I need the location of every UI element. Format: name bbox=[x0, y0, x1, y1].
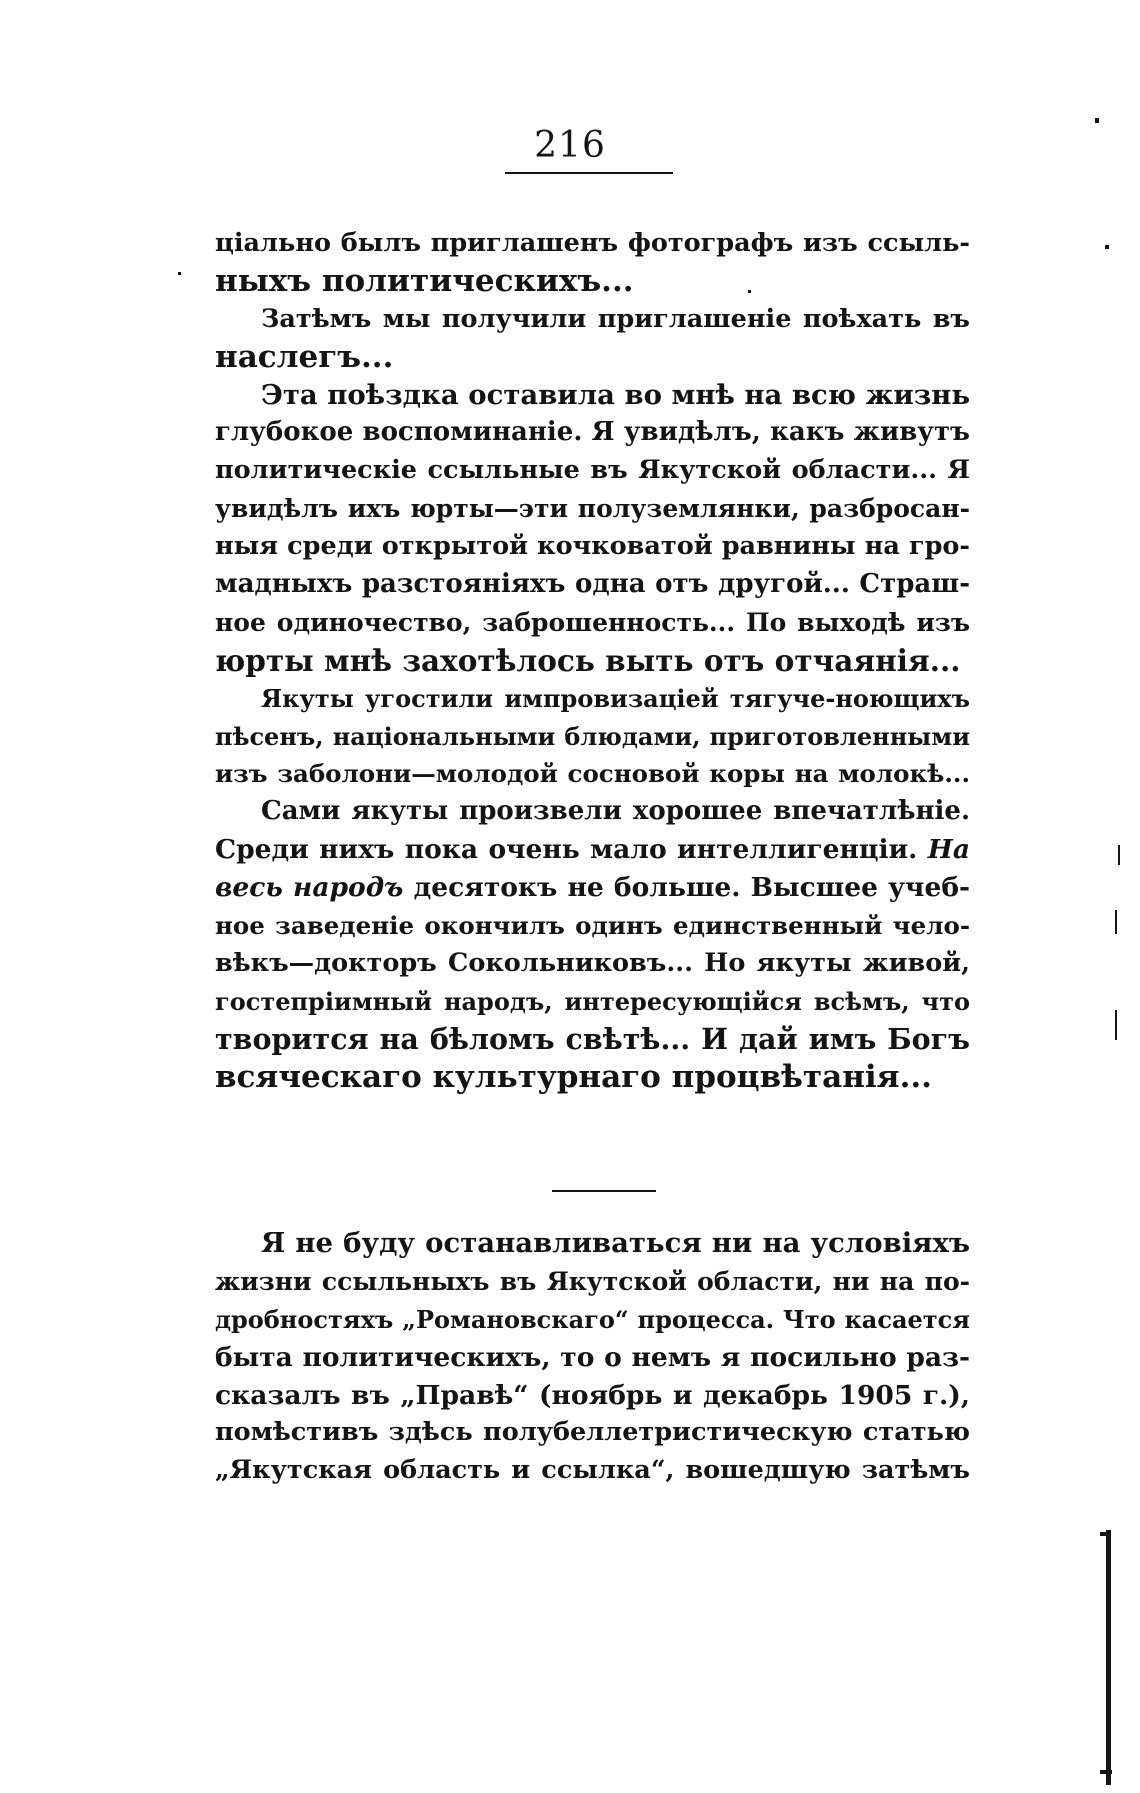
text-line: юрты мнѣ захотѣлось выть отъ отчаянія... bbox=[215, 642, 961, 678]
text-line: ныя среди открытой кочковатой равнины на гро- bbox=[215, 531, 970, 562]
text-line: мадныхъ разстояніяхъ одна отъ другой... Страш- bbox=[215, 569, 970, 600]
text-line-with-italic bbox=[215, 831, 970, 869]
scan-speck bbox=[1105, 245, 1109, 249]
text-line: Сами якуты произвели хорошее впечатлѣніе. bbox=[261, 796, 970, 827]
text-line: помѣстивъ здѣсь полубеллетристическую статью bbox=[215, 1417, 970, 1448]
text-line: ное заведеніе окончилъ одинъ единственный чело- bbox=[215, 911, 970, 941]
text-line: жизни ссыльныхъ въ Якутской области, ни на по- bbox=[215, 1266, 970, 1296]
text-line: изъ заболони—молодой сосновой коры на молокѣ... bbox=[215, 759, 970, 789]
text-line: сказалъ въ „Правѣ“ (ноябрь и декабрь 1905 г.), bbox=[215, 1379, 970, 1411]
text-line: наслегъ... bbox=[215, 338, 394, 375]
text-block-2 bbox=[215, 1225, 970, 1490]
binding-edge-mark bbox=[1100, 1532, 1110, 1536]
italic-fragment: На bbox=[927, 834, 970, 866]
text-line: политическіе ссыльные въ Якутской области... Я bbox=[215, 455, 970, 486]
text-fragment: Среди нихъ пока очень мало интеллигенціи. bbox=[215, 834, 918, 866]
scan-speck bbox=[1095, 118, 1099, 123]
page-number: 216 bbox=[534, 125, 606, 166]
text-fragment: десятокъ не больше. Высшее учеб- bbox=[413, 872, 970, 904]
text-line: ное одиночество, заброшенность... По выходѣ изъ bbox=[215, 607, 970, 637]
text-block-1 bbox=[215, 225, 970, 1096]
text-line: творится на бѣломъ свѣтѣ... И дай имъ Богъ bbox=[215, 1021, 970, 1056]
binding-edge-mark bbox=[1106, 1530, 1111, 1785]
section-divider bbox=[552, 1190, 656, 1192]
text-line: „Якутская область и ссылка“, вошедшую затѣмъ bbox=[215, 1455, 970, 1486]
text-line: дробностяхъ „Романовскаго“ процесса. Что касается bbox=[215, 1304, 970, 1334]
scan-speck bbox=[178, 272, 181, 275]
text-line: глубокое воспоминаніе. Я увидѣлъ, какъ живутъ bbox=[215, 417, 970, 448]
scan-speck bbox=[1115, 910, 1117, 934]
text-line: Я не буду останавливаться ни на условіяхъ bbox=[261, 1227, 970, 1259]
text-line: Эта поѣздка оставила во мнѣ на всю жизнь bbox=[261, 378, 971, 411]
scan-speck bbox=[748, 290, 751, 293]
scan-speck bbox=[1118, 845, 1120, 865]
text-line: увидѣлъ ихъ юрты—эти полуземлянки, разбросан- bbox=[215, 494, 970, 524]
text-line: ціально былъ приглашенъ фотографъ изъ ссыль- bbox=[215, 228, 970, 258]
text-line: быта политическихъ, то о немъ я посильно раз- bbox=[215, 1341, 970, 1373]
text-line-with-italic bbox=[215, 869, 970, 907]
scan-speck bbox=[1115, 1010, 1117, 1040]
text-line: пѣсенъ, національными блюдами, приготовленными bbox=[215, 721, 970, 751]
text-line: Якуты угостили импровизаціей тягуче-ноющихъ bbox=[261, 683, 970, 713]
binding-edge-mark bbox=[1100, 1770, 1112, 1774]
text-line: Затѣмъ мы получили приглашеніе поѣхать въ bbox=[261, 303, 970, 334]
text-line: гостепріимный народъ, интересующійся всѣмъ, что bbox=[215, 986, 970, 1016]
text-line: всяческаго культурнаго процвѣтанія... bbox=[215, 1058, 932, 1095]
header-rule bbox=[505, 172, 673, 174]
text-line: вѣкъ—докторъ Сокольниковъ... Но якуты живой, bbox=[215, 947, 970, 978]
text-line: ныхъ политическихъ... bbox=[215, 262, 634, 299]
italic-fragment: весь народъ bbox=[215, 872, 404, 904]
